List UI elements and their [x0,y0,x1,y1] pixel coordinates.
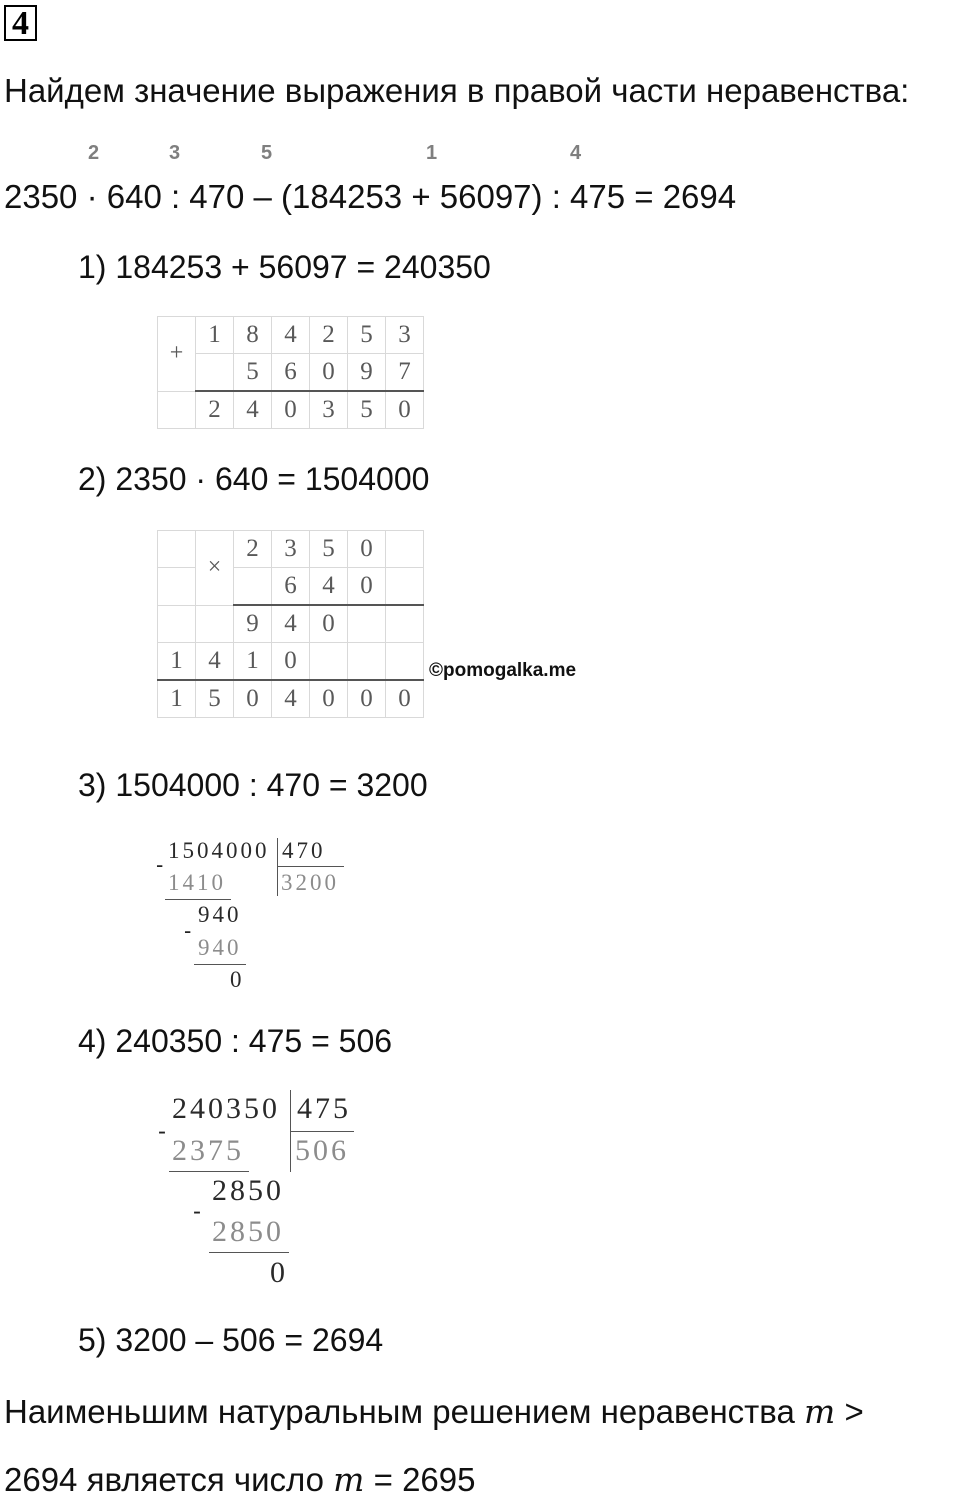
conclusion-text: 2694 является число [4,1461,334,1498]
subtrahend: 2850 [212,1215,284,1248]
digit-cell: 5 [196,680,234,718]
digit-cell [310,643,348,681]
digit-cell: 0 [348,680,386,718]
digit-cell: 4 [196,643,234,681]
digit-cell: 9 [348,354,386,392]
digit-cell: 0 [310,680,348,718]
digit-cell: 0 [272,391,310,429]
variable-m: m [803,1392,836,1431]
digit-cell: 0 [348,531,386,568]
digit-cell [386,531,424,568]
step-2: 2) 2350 · 640 = 1504000 [78,461,430,497]
step-1: 1) 184253 + 56097 = 240350 [78,249,491,285]
plus-sign: + [158,317,196,392]
quotient: 3200 [281,870,339,895]
remainder: 2850 [212,1174,284,1207]
digit-cell: 0 [272,643,310,681]
digit-cell: 0 [234,680,272,718]
digit-cell [234,568,272,606]
digit-cell: 2 [196,391,234,429]
digit-cell [158,531,196,568]
digit-cell: 7 [386,354,424,392]
digit-cell: 4 [272,317,310,354]
digit-cell [386,568,424,606]
digit-cell [386,643,424,681]
subtraction-line [169,1171,249,1172]
subtrahend: 2375 [172,1134,244,1167]
divisor: 475 [297,1092,351,1125]
conclusion-answer: = 2695 [364,1461,476,1498]
digit-cell: 1 [158,643,196,681]
multiplication-table [157,530,424,718]
conclusion-line-1 [4,1392,864,1431]
digit-cell: 0 [348,568,386,606]
minus-sign: - [156,852,164,877]
minus-sign: - [193,1198,201,1225]
division-bar [277,838,278,896]
digit-cell: 6 [272,568,310,606]
digit-cell [158,605,196,643]
times-sign: × [196,531,234,606]
digit-cell: 3 [386,317,424,354]
subtrahend: 940 [198,935,242,960]
digit-cell: 6 [272,354,310,392]
digit-cell [386,605,424,643]
divisor-underline [290,1131,354,1132]
digit-cell: 3 [272,531,310,568]
step-5: 5) 3200 – 506 = 2694 [78,1322,384,1358]
conclusion-line-2 [4,1460,476,1499]
final-remainder: 0 [230,967,245,992]
digit-cell: 2 [310,317,348,354]
order-number: 1 [426,142,438,164]
digit-cell: 4 [310,568,348,606]
order-number: 2 [88,142,100,164]
remainder: 940 [198,902,242,927]
digit-cell [196,605,234,643]
quotient: 506 [295,1134,349,1167]
digit-cell [348,643,386,681]
dividend: 1504000 [168,838,270,863]
digit-cell: 5 [234,354,272,392]
divisor: 470 [282,838,326,863]
dividend: 240350 [172,1092,280,1125]
digit-cell: 1 [234,643,272,681]
digit-cell: 4 [272,680,310,718]
digit-cell: 1 [196,317,234,354]
intro-text: Найдем значение выражения в правой части неравенства: [4,72,910,109]
digit-cell [348,605,386,643]
digit-cell: 3 [310,391,348,429]
subtraction-line [165,899,231,900]
minus-sign: - [184,918,192,943]
minus-sign: - [158,1118,166,1145]
main-expression: 2350 · 640 : 470 – (184253 + 56097) : 475 = 2694 [4,178,737,215]
digit-cell [158,391,196,429]
digit-cell: 0 [310,605,348,643]
conclusion-tail: > [835,1393,864,1430]
order-number: 4 [570,142,582,164]
digit-cell: 5 [348,391,386,429]
task-number-box: 4 [4,5,37,41]
digit-cell: 1 [158,680,196,718]
digit-cell: 2 [234,531,272,568]
watermark: ©pomogalka.me [429,660,577,681]
step-3: 3) 1504000 : 470 = 3200 [78,767,428,803]
digit-cell: 4 [234,391,272,429]
divisor-underline [277,866,344,867]
digit-cell: 8 [234,317,272,354]
order-number: 3 [169,142,181,164]
subtraction-line [194,964,246,965]
addition-table [157,316,424,429]
variable-m: m [333,1460,365,1499]
digit-cell: 0 [386,680,424,718]
step-4: 4) 240350 : 475 = 506 [78,1023,393,1059]
digit-cell: 9 [234,605,272,643]
digit-cell: 5 [310,531,348,568]
digit-cell: 0 [386,391,424,429]
subtraction-line [209,1252,289,1253]
order-number: 5 [261,142,273,164]
final-remainder: 0 [270,1256,288,1289]
digit-cell: 4 [272,605,310,643]
subtrahend: 1410 [168,870,226,895]
digit-cell [196,354,234,392]
digit-cell: 5 [348,317,386,354]
digit-cell: 0 [310,354,348,392]
conclusion-text: Наименьшим натуральным решением неравенства [4,1393,804,1430]
digit-cell [158,568,196,606]
